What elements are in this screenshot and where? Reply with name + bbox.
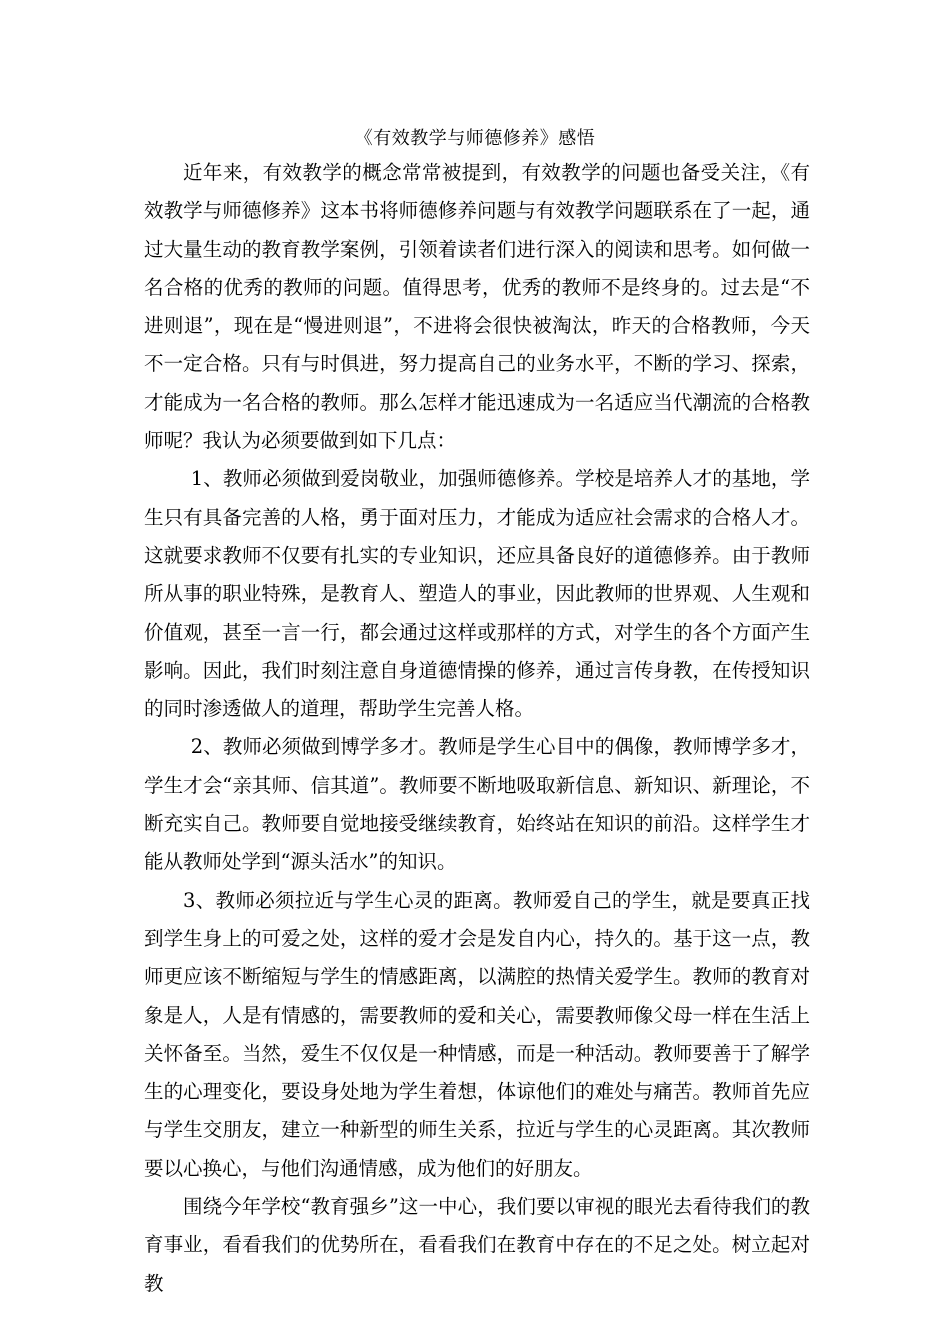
paragraph-point-1: 1、教师必须做到爱岗敬业，加强师德修养。学校是培养人才的基地，学生只有具备完善的人格，勇于面对压力，才能成为适应社会需求的合格人才。这就要求教师不仅要有扎实的专业知识，还应具备良好的道德修养。由于教师所从事的职业特殊，是教育人、塑造人的事业，因此教师的世界观、人生观和价值观，甚至一言一行，都会通过这样或那样的方式，对学生的各个方面产生影响。因此，我们时刻注意自身道德情操的修养，通过言传身教，在传授知识的同时渗透做人的道理，帮助学生完善人格。 [144,467,810,721]
paragraph-point-2: 2、教师必须做到博学多才。教师是学生心目中的偶像，教师博学多才，学生才会“亲其师、信其道”。教师要不断地吸取新信息、新知识、新理论，不断充实自己。教师要自觉地接受继续教育，始终站在知识的前沿。这样学生才能从教师处学到“源头活水”的知识。 [144,735,810,874]
paragraph-intro: 近年来，有效教学的概念常常被提到，有效教学的问题也备受关注，《有效教学与师德修养》这本书将师德修养问题与有效教学问题联系在了一起，通过大量生动的教育教学案例，引领着读者们进行深入的阅读和思考。如何做一名合格的优秀的教师的问题。值得思考，优秀的教师不是终身的。过去是“不进则退”，现在是“慢进则退”，不进将会很快被淘汰，昨天的合格教师，今天不一定合格。只有与时俱进，努力提高自己的业务水平，不断的学习、探索，才能成为一名合格的教师。那么怎样才能迅速成为一名适应当代潮流的合格教师呢？我认为必须要做到如下几点： [144,161,810,453]
paragraph-point-3: 3、教师必须拉近与学生心灵的距离。教师爱自己的学生，就是要真正找到学生身上的可爱之处，这样的爱才会是发自内心，持久的。基于这一点，教师更应该不断缩短与学生的情感距离，以满腔的热情关爱学生。教师的教育对象是人，人是有情感的，需要教师的爱和关心，需要教师像父母一样在生活上关怀备至。当然，爱生不仅仅是一种情感，而是一种活动。教师要善于了解学生的心理变化，要设身处地为学生着想，体谅他们的难处与痛苦。教师首先应与学生交朋友，建立一种新型的师生关系，拉近与学生的心灵距离。其次教师要以心换心，与他们沟通情感，成为他们的好朋友。 [144,888,810,1180]
paragraph-conclusion: 围绕今年学校“教育强乡”这一中心，我们要以审视的眼光去看待我们的教育事业，看看我们的优势所在，看看我们在教育中存在的不足之处。树立起对教 [144,1195,810,1295]
document-title: 《有效教学与师德修养》感悟 [354,128,596,149]
document-body [144,154,810,1303]
